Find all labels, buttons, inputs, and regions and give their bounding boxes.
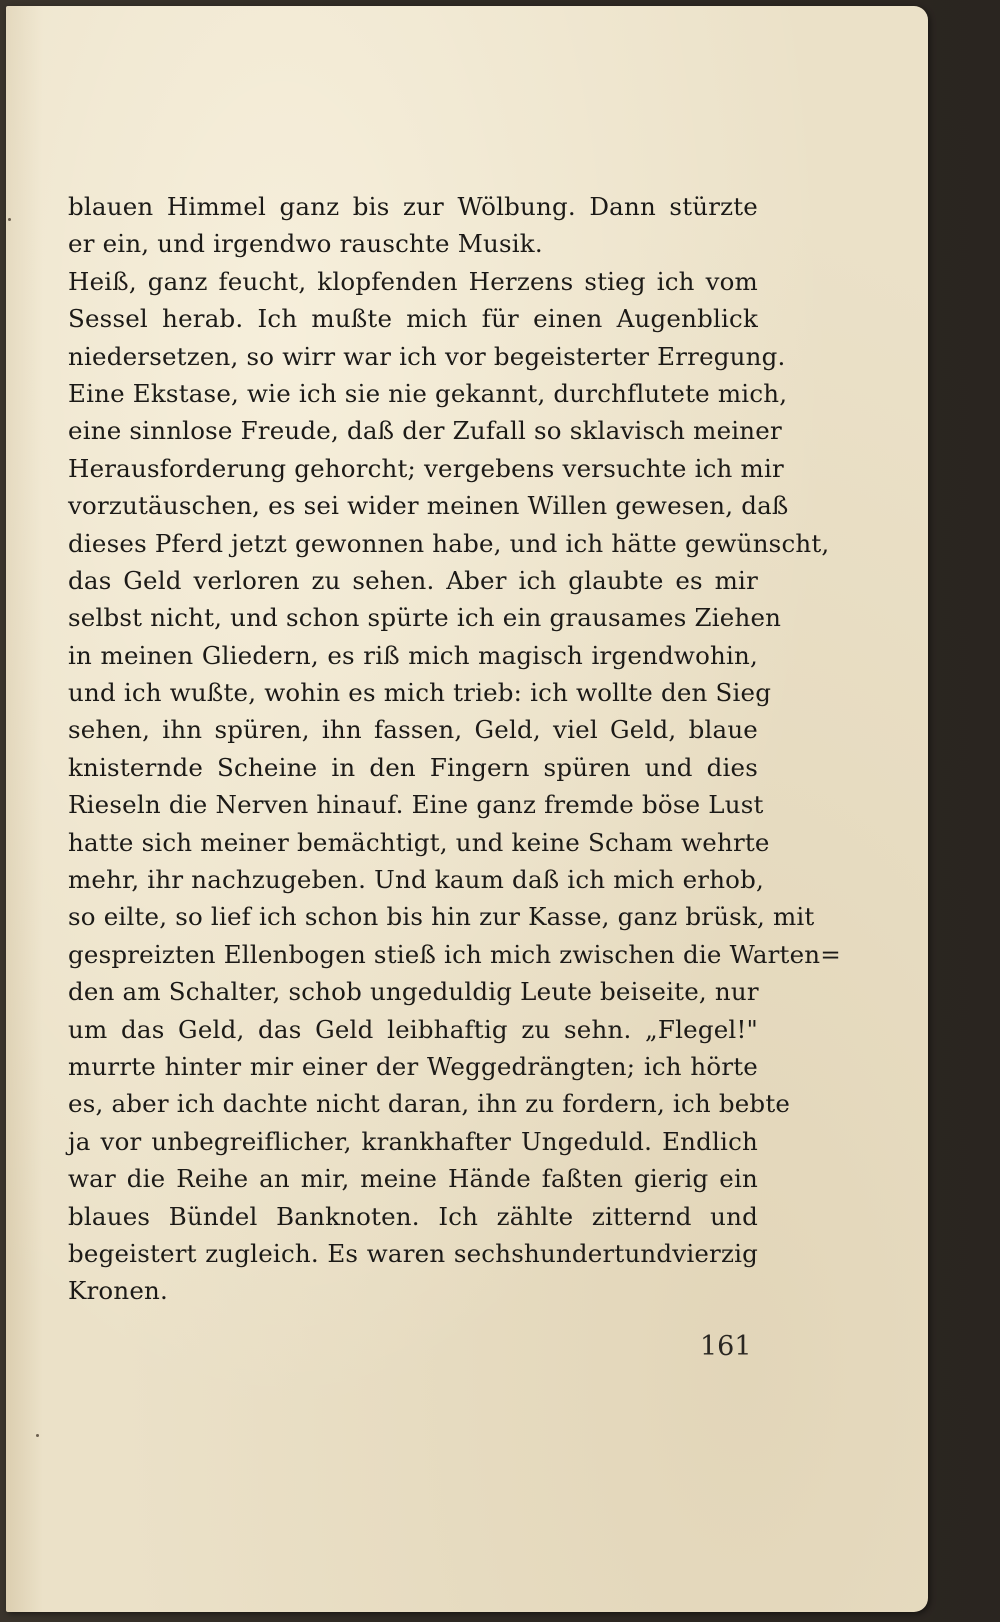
text-line: ja vor unbegreiflicher, krankhafter Ungeduld. Endlich xyxy=(68,1126,758,1156)
page-speck xyxy=(36,1434,39,1437)
text-line: um das Geld, das Geld leibhaftig zu sehn. „Flegel!" xyxy=(68,1014,758,1044)
text-line: es, aber ich dachte nicht daran, ihn zu fordern, ich bebte xyxy=(68,1089,791,1119)
text-line: niedersetzen, so wirr war ich vor begeisterter Erregung. xyxy=(68,341,786,371)
text-line: war die Reihe an mir, meine Hände faßten gierig ein xyxy=(68,1164,758,1194)
page-number: 161 xyxy=(700,1331,752,1362)
text-line: sehen, ihn spüren, ihn fassen, Geld, viel Geld, blaue xyxy=(68,715,758,745)
text-line: blauen Himmel ganz bis zur Wölbung. Dann stürzte xyxy=(68,192,758,221)
body-text xyxy=(68,188,841,1310)
text-line: mehr, ihr nachzugeben. Und kaum daß ich mich erhob, xyxy=(68,865,764,895)
text-line: Kronen. xyxy=(68,1276,169,1306)
text-line: Herausforderung gehorcht; vergebens versuchte ich mir xyxy=(68,453,784,483)
text-line: gespreizten Ellenbogen stieß ich mich zwischen die Warten= xyxy=(68,939,841,969)
text-line: dieses Pferd jetzt gewonnen habe, und ich hätte gewünscht, xyxy=(68,528,830,558)
text-line: Rieseln die Nerven hinauf. Eine ganz fremde böse Lust xyxy=(68,790,764,820)
page-speck xyxy=(8,218,11,221)
text-line: hatte sich meiner bemächtigt, und keine Scham wehrte xyxy=(68,827,770,857)
text-line: blaues Bündel Banknoten. Ich zählte zitternd und xyxy=(68,1201,758,1231)
text-line: selbst nicht, und schon spürte ich ein grausames Ziehen xyxy=(68,603,782,633)
text-line: eine sinnlose Freude, daß der Zufall so sklavisch meiner xyxy=(68,416,782,446)
text-line: knisternde Scheine in den Fingern spüren und dies xyxy=(68,752,758,782)
book-page xyxy=(6,6,928,1612)
text-line: Sessel herab. Ich mußte mich für einen Augenblick xyxy=(68,304,758,334)
text-line: den am Schalter, schob ungeduldig Leute beiseite, nur xyxy=(68,977,759,1007)
text-line: in meinen Gliedern, es riß mich magisch irgendwohin, xyxy=(68,640,758,670)
text-line: vorzutäuschen, es sei wider meinen Willen gewesen, daß xyxy=(68,491,789,521)
text-line: er ein, und irgendwo rauschte Musik. xyxy=(68,229,543,259)
text-line: Eine Ekstase, wie ich sie nie gekannt, durchflutete mich, xyxy=(68,378,788,408)
text-line: murrte hinter mir einer der Weggedrängten; ich hörte xyxy=(68,1051,758,1081)
text-line: das Geld verloren zu sehen. Aber ich glaubte es mir xyxy=(68,565,758,595)
text-line: begeistert zugleich. Es waren sechshundertundvierzig xyxy=(68,1238,758,1268)
text-line: Heiß, ganz feucht, klopfenden Herzens stieg ich vom xyxy=(68,266,758,296)
text-line: so eilte, so lief ich schon bis hin zur Kasse, ganz brüsk, mit xyxy=(68,902,815,932)
text-line: und ich wußte, wohin es mich trieb: ich wollte den Sieg xyxy=(68,678,772,708)
